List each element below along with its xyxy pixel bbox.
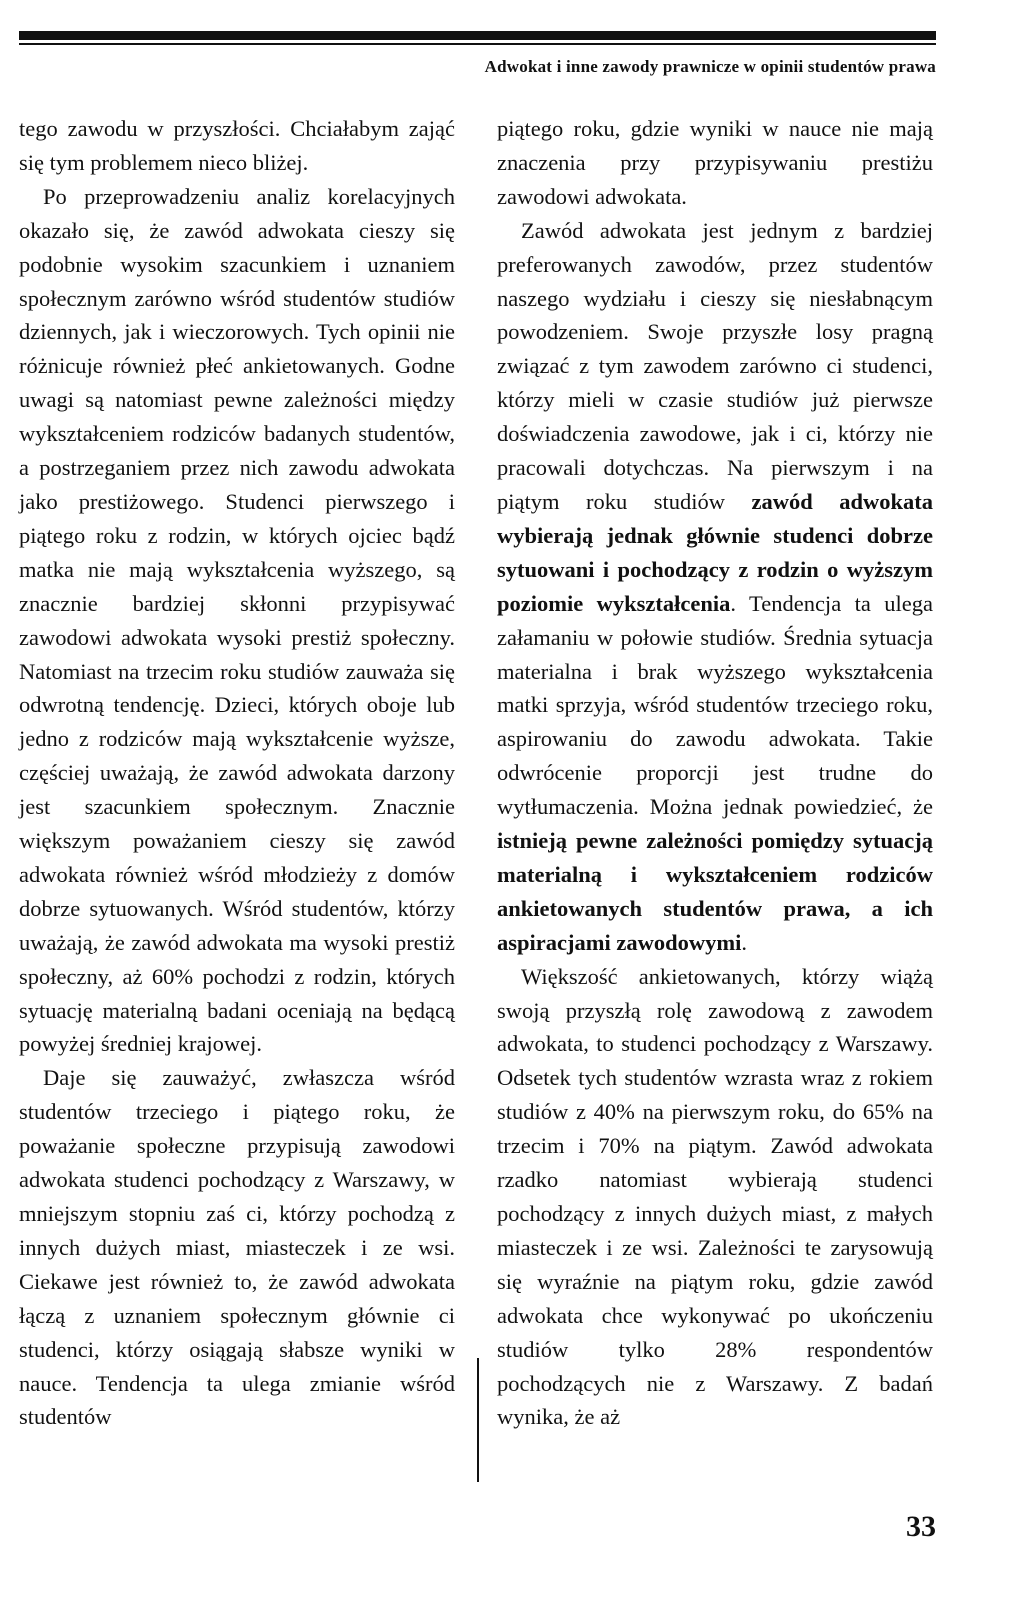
left-column xyxy=(19,112,455,1434)
right-column xyxy=(497,112,933,1434)
right-paragraph-2-text-a: Zawód adwokata jest jednym z bardziej preferowanych zawodów, przez studentów naszego wydziału i cieszy się niesłabnącym powodzeniem. Swoje przyszłe losy pragną związać z tym zawodem zarówno ci studenci, którzy mieli w czasie studiów już pierwsze doświadczenia zawodowe, jak i ci, którzy nie pracowali dotychczas. Na pierwszym i na piątym roku studiów xyxy=(497,217,933,514)
running-header: Adwokat i inne zawody prawnicze w opinii studentów prawa xyxy=(484,57,936,76)
right-paragraph-2-emphasis-1: zawód adwokata wybierają jednak głównie studenci dobrze sytuowani i pochodzący z rodzin o wyższym poziomie wykształcenia xyxy=(497,488,933,616)
header-rule-thin xyxy=(19,43,936,45)
right-paragraph-3: Większość ankietowanych, którzy wiążą swoją przyszłą rolę zawodową z zawodem adwokata, to studenci pochodzący z Warszawy. Odsetek tych studentów wzrasta wraz z rokiem studiów z 40% na pierwszym roku, do 65% na trzecim i 70% na piątym. Zawód adwokata rzadko natomiast wybierają studenci pochodzący z innych dużych miast, z małych miasteczek i ze wsi. Zależności te zarysowują się wyraźnie na piątym roku, gdzie zawód adwokata chce wykonywać po ukończeniu studiów tylko 28% respondentów pochodzących nie z Warszawy. Z badań wynika, że aż xyxy=(497,963,933,1430)
left-paragraph-2: Po przeprowadzeniu analiz korelacyjnych okazało się, że zawód adwokata cieszy się podobnie wysokim szacunkiem i uznaniem społecznym zarówno wśród studentów studiów dziennych, jak i wieczorowych. Tych opinii nie różnicuje również płeć ankietowanych. Godne uwagi są natomiast pewne zależności między wykształceniem rodziców badanych studentów, a postrzeganiem przez nich zawodu adwokata jako prestiżowego. Studenci pierwszego i piątego roku z rodzin, w których ojciec bądź matka nie mają wykształcenia wyższego, są znacznie bardziej skłonni przypisywać zawodowi adwokata wysoki prestiż społeczny. Natomiast na trzecim roku studiów zauważa się odwrotną tendencję. Dzieci, których oboje lub jedno z rodziców mają wykształcenie wyższe, częściej uważają, że zawód adwokata darzony jest szacunkiem społecznym. Znacznie większym poważaniem cieszy się zawód adwokata również wśród młodzieży z domów dobrze sytuowanych. Wśród studentów, którzy uważają, że zawód adwokata ma wysoki prestiż społeczny, aż 60% pochodzi z rodzin, których sytuację materialną badani oceniają na będącą powyżej średniej krajowej. xyxy=(19,183,455,1057)
right-paragraph-2 xyxy=(497,214,933,960)
left-paragraph-1: tego zawodu w przyszłości. Chciałabym zająć się tym problemem nieco bliżej. xyxy=(19,116,455,175)
column-divider xyxy=(477,1358,479,1482)
right-paragraph-1: piątego roku, gdzie wyniki w nauce nie mają znaczenia przy przypisywaniu prestiżu zawodowi adwokata. xyxy=(497,116,933,209)
right-paragraph-2-emphasis-2: istnieją pewne zależności pomiędzy sytuacją materialną i wykształceniem rodziców ankietowanych studentów prawa, a ich aspiracjami zawodowymi xyxy=(497,828,933,955)
page-number: 33 xyxy=(906,1510,936,1543)
right-paragraph-2-text-c: . Tendencja ta ulega załamaniu w połowie studiów. Średnia sytuacja materialna i brak wyższego wykształcenia matki sprzyja, wśród studentów trzeciego roku, aspirowaniu do zawodu adwokata. Takie odwrócenie proporcji jest trudne do wytłumaczenia. Można jednak powiedzieć, że xyxy=(497,590,933,820)
left-paragraph-3: Daje się zauważyć, zwłaszcza wśród studentów trzeciego i piątego roku, że poważanie społeczne przypisują zawodowi adwokata studenci pochodzący z Warszawy, w mniejszym stopniu zaś ci, którzy pochodzą z innych dużych miast, miasteczek i ze wsi. Ciekawe jest również to, że zawód adwokata łączą z uznaniem społecznym głównie ci studenci, którzy osiągają słabsze wyniki w nauce. Tendencja ta ulega zmianie wśród studentów xyxy=(19,1065,455,1430)
right-paragraph-2-text-e: . xyxy=(741,929,747,955)
header-rule-thick xyxy=(19,31,936,40)
